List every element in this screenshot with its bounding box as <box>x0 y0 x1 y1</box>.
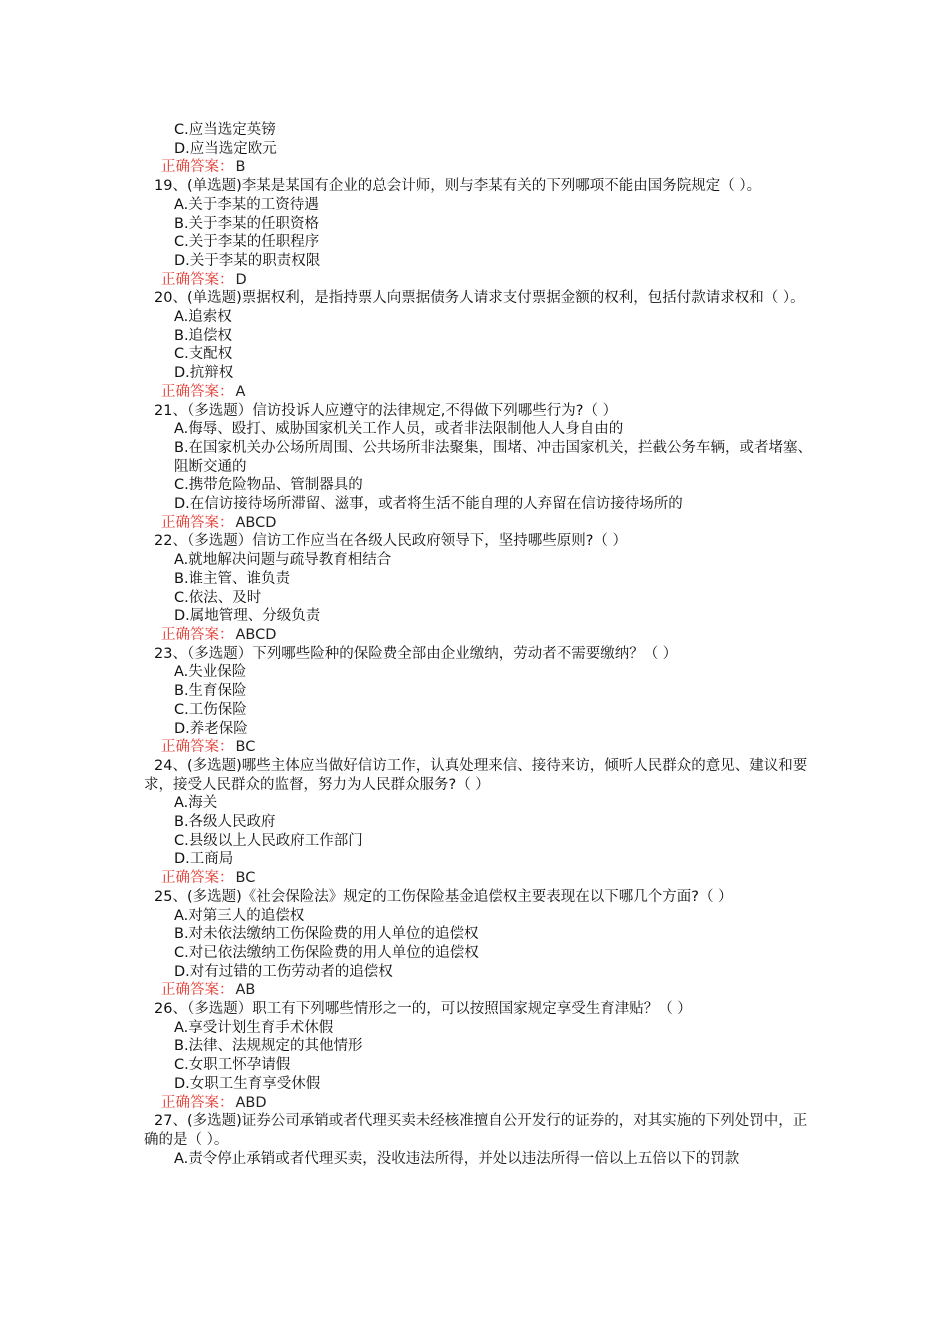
option-item: B.在国家机关办公场所周围、公共场所非法聚集，围堵、冲击国家机关，拦截公务车辆，或者堵塞、阻断交通的 <box>174 439 813 475</box>
option-item: A.责令停止承销或者代理买卖，没收违法所得，并处以违法所得一倍以上五倍以下的罚款 <box>174 1150 740 1167</box>
option-item: D.在信访接待场所滞留、滋事，或者将生活不能自理的人弃留在信访接待场所的 <box>174 496 683 513</box>
option-item: B.生育保险 <box>174 683 247 700</box>
option-item: A.享受计划生育手术休假 <box>174 1019 334 1036</box>
option-item: C.依法、及时 <box>174 589 262 606</box>
answer-line <box>144 271 814 290</box>
answer-value: D <box>235 271 247 288</box>
option-item: B.关于李某的任职资格 <box>174 215 320 232</box>
option-item: C.携带危险物品、管制器具的 <box>174 477 363 494</box>
option-item: D.女职工生育享受休假 <box>174 1075 321 1092</box>
option-item: D.工商局 <box>174 851 234 868</box>
option-item: D.关于李某的职责权限 <box>174 252 321 269</box>
option-item: D.应当选定欧元 <box>174 140 277 157</box>
option-item: C.支配权 <box>174 346 233 363</box>
question-stem: 26、（多选题）职工有下列哪些情形之一的，可以按照国家规定享受生育津贴？（ ） <box>154 1001 692 1018</box>
option-item: A.就地解决问题与疏导教育相结合 <box>174 552 392 569</box>
answer-label: 正确答案： <box>161 383 234 400</box>
option-item: B.对未依法缴纳工伤保险费的用人单位的追偿权 <box>174 926 479 943</box>
option-item: B.谁主管、谁负责 <box>174 570 291 587</box>
option-item: A.失业保险 <box>174 664 247 681</box>
question-stem: 25、(多选题)《社会保险法》规定的工伤保险基金追偿权主要表现在以下哪几个方面?（ ） <box>154 888 733 905</box>
answer-label: 正确答案： <box>161 739 234 756</box>
option-item: A.侮辱、殴打、威胁国家机关工作人员，或者非法限制他人人身自由的 <box>174 421 624 438</box>
option-item: B.法律、法规规定的其他情形 <box>174 1038 363 1055</box>
option-item: B.各级人民政府 <box>174 814 276 831</box>
answer-label: 正确答案： <box>161 271 234 288</box>
answer-line <box>144 738 814 757</box>
question-stem: 22、（多选题）信访工作应当在各级人民政府领导下，坚持哪些原则?（ ） <box>154 533 628 550</box>
answer-label: 正确答案： <box>161 982 234 999</box>
question-stem: 20、(单选题)票据权利，是指持票人向票据债务人请求支付票据金额的权利，包括付款请求权和（ ）。 <box>154 290 805 307</box>
answer-line <box>144 383 814 402</box>
answer-label: 正确答案： <box>161 1094 234 1111</box>
answer-value: A <box>235 383 246 400</box>
option-item: C.对已依法缴纳工伤保险费的用人单位的追偿权 <box>174 944 479 961</box>
option-item: D.抗辩权 <box>174 365 234 382</box>
answer-line <box>144 869 814 888</box>
question-stem: 24、(多选题)哪些主体应当做好信访工作，认真处理来信、接待来访，倾听人民群众的意见、建议和要求，接受人民群众的监督，努力为人民群众服务?（ ） <box>144 757 808 793</box>
option-item: C.应当选定英镑 <box>174 122 276 138</box>
answer-value: BC <box>235 739 256 756</box>
option-item: A.海关 <box>174 795 218 812</box>
answer-value: ABD <box>235 1094 267 1111</box>
question-stem: 19、(单选题)李某是某国有企业的总会计师，则与李某有关的下列哪项不能由国务院规定（ ）。 <box>154 178 762 195</box>
answer-value: AB <box>235 982 256 999</box>
question-stem: 23、（多选题）下列哪些险种的保险费全部由企业缴纳，劳动者不需要缴纳？（ ） <box>154 645 678 662</box>
answer-line <box>144 1094 814 1113</box>
answer-line <box>144 158 814 177</box>
answer-line <box>144 514 814 533</box>
question-stem: 21、（多选题）信访投诉人应遵守的法律规定,不得做下列哪些行为?（ ） <box>154 402 618 419</box>
option-item: D.属地管理、分级负责 <box>174 608 321 625</box>
option-item: C.县级以上人民政府工作部门 <box>174 832 363 849</box>
option-item: A.追索权 <box>174 309 232 326</box>
answer-value: BC <box>235 870 256 887</box>
answer-label: 正确答案： <box>161 514 234 531</box>
option-item: D.养老保险 <box>174 720 248 737</box>
answer-line <box>144 626 814 645</box>
question-stem: 27、(多选题)证券公司承销或者代理买卖未经核准擅自公开发行的证券的，对其实施的下列处罚中，正确的是（ ）。 <box>144 1113 808 1148</box>
answer-line <box>144 981 814 1000</box>
option-item: A.对第三人的追偿权 <box>174 907 305 924</box>
answer-value: ABCD <box>235 626 277 643</box>
option-item: B.追偿权 <box>174 327 233 344</box>
option-item: C.工伤保险 <box>174 701 247 718</box>
option-item: A.关于李某的工资待遇 <box>174 196 319 213</box>
option-item: C.女职工怀孕请假 <box>174 1057 291 1074</box>
answer-label: 正确答案： <box>161 159 234 176</box>
answer-label: 正确答案： <box>161 626 234 643</box>
option-item: D.对有过错的工伤劳动者的追偿权 <box>174 963 393 980</box>
answer-value: ABCD <box>235 514 277 531</box>
answer-value: B <box>235 159 246 176</box>
answer-label: 正确答案： <box>161 870 234 887</box>
option-item: C.关于李某的任职程序 <box>174 234 320 251</box>
document-page <box>144 121 814 1168</box>
